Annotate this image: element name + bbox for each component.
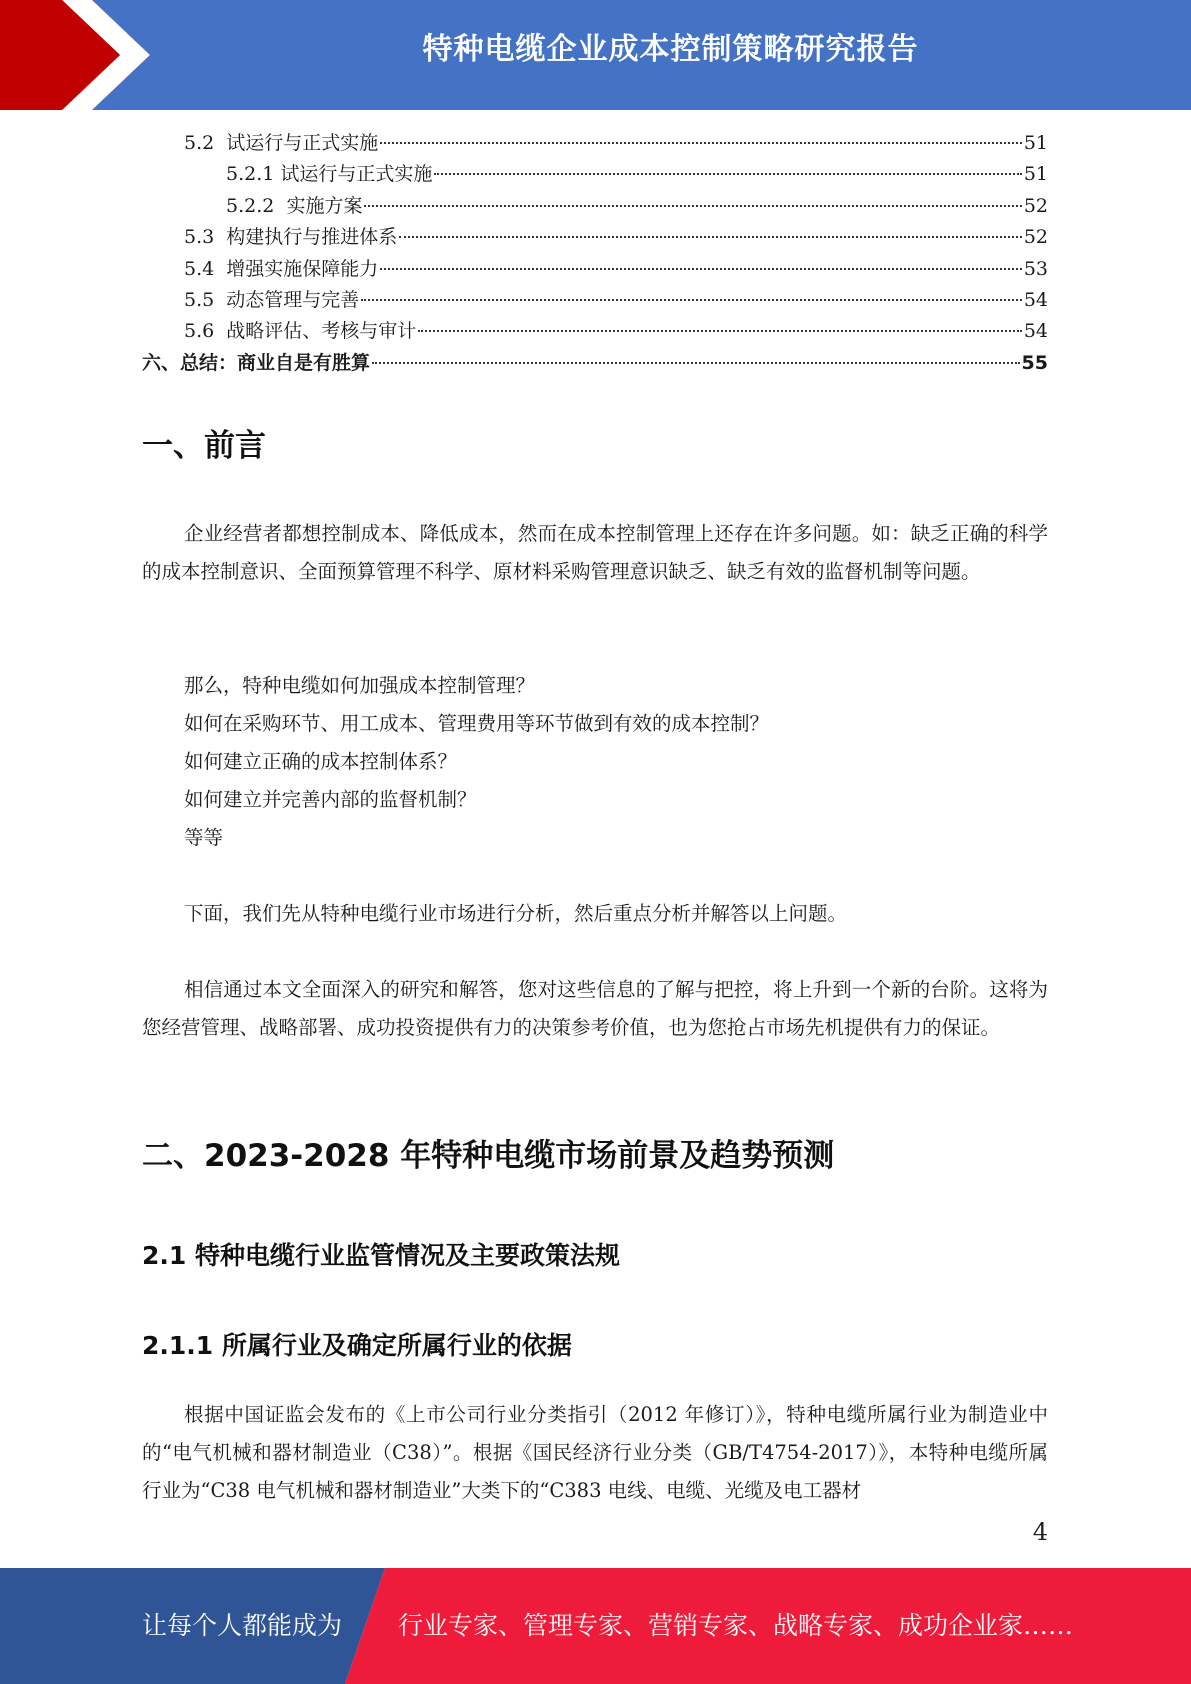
toc-entry-title: 增强实施保障能力	[226, 257, 379, 280]
industry-paragraph: 根据中国证监会发布的《上市公司行业分类指引（2012 年修订）》，特种电缆所属行业为制造业中的“电气机械和器材制造业（C38）”。根据《国民经济行业分类（GB/T4754-2017）》，本特种电缆所属行业为“C38 电气机械和器材制造业”大类下的“C383 电线、电缆、光缆及电工器材	[142, 1403, 1048, 1502]
question-item: 那么，特种电缆如何加强成本控制管理？	[184, 674, 536, 697]
toc-entry-number: 5.4	[184, 257, 227, 280]
toc-dot-leader	[364, 205, 1021, 207]
footer-slogan-left: 让每个人都能成为	[142, 1611, 343, 1640]
toc-entry-page: 54	[1023, 320, 1048, 343]
section-heading-market-outlook: 二、2023-2028 年特种电缆市场前景及趋势预测	[142, 1138, 835, 1174]
preface-paragraph-1: 企业经营者都想控制成本、降低成本，然而在成本控制管理上还存在许多问题。如：缺乏正确的科学的成本控制意识、全面预算管理不科学、原材料采购管理意识缺乏、缺乏有效的监督机制等问题。	[142, 522, 1048, 583]
page-footer	[0, 1568, 1191, 1684]
toc-entry-page: 51	[1023, 132, 1048, 154]
toc-entry-title: 实施方案	[286, 194, 363, 217]
toc-entry[interactable]	[142, 222, 1048, 253]
toc-entry-number: 5.2.1	[226, 163, 281, 186]
question-item: 如何在采购环节、用工成本、管理费用等环节做到有效的成本控制？	[184, 712, 770, 735]
toc-entry-page: 54	[1023, 288, 1048, 311]
toc-entry[interactable]	[142, 316, 1048, 347]
toc-entry-title: 试运行与正式实施	[280, 163, 433, 186]
toc-dot-leader	[372, 362, 1020, 364]
toc-entry-number: 5.5	[184, 288, 227, 311]
toc-dot-leader	[361, 299, 1022, 301]
preface-paragraph-2: 下面，我们先从特种电缆行业市场进行分析，然后重点分析并解答以上问题。	[184, 902, 848, 925]
toc-entry-title: 动态管理与完善	[226, 288, 360, 311]
toc-entry-number: 5.2.2	[226, 194, 287, 217]
table-of-contents	[142, 128, 1048, 379]
toc-entry-number: 5.3	[184, 226, 227, 249]
question-item: 等等	[184, 826, 224, 849]
subsection-heading-2-1: 2.1 特种电缆行业监管情况及主要政策法规	[142, 1241, 620, 1270]
toc-dot-leader	[380, 142, 1022, 144]
toc-entry-number: 5.6	[184, 320, 227, 343]
toc-entry-title: 试运行与正式实施	[226, 132, 379, 154]
toc-entry-page: 55	[1021, 351, 1048, 374]
preface-paragraph-3: 相信通过本文全面深入的研究和解答，您对这些信息的了解与把控，将上升到一个新的台阶。这将为您经营管理、战略部署、成功投资提供有力的决策参考价值，也为您抢占市场先机提供有力的保证。	[142, 978, 1048, 1039]
footer-slogan-right: 行业专家、管理专家、营销专家、战略专家、成功企业家……	[398, 1611, 1074, 1640]
toc-entry-number: 5.2	[184, 132, 227, 154]
toc-entry-page: 52	[1023, 226, 1048, 249]
toc-dot-leader	[380, 268, 1022, 270]
toc-entry[interactable]	[142, 254, 1048, 285]
toc-entry-page: 51	[1023, 163, 1048, 186]
toc-dot-leader	[399, 236, 1022, 238]
toc-entry-page: 53	[1023, 257, 1048, 280]
toc-dot-leader	[434, 173, 1021, 175]
toc-entry-title: 构建执行与推进体系	[226, 226, 398, 249]
subsection-heading-2-1-1: 2.1.1 所属行业及确定所属行业的依据	[142, 1331, 572, 1360]
question-list	[184, 667, 1044, 857]
section-heading-preface: 一、前言	[142, 428, 266, 464]
page-number: 4	[1032, 1518, 1048, 1546]
toc-entry[interactable]	[142, 348, 1048, 379]
toc-dot-leader	[418, 330, 1022, 332]
question-item: 如何建立正确的成本控制体系？	[184, 750, 458, 773]
toc-entry-title: 六、总结：商业自是有胜算	[142, 351, 371, 374]
red-chevron-decoration	[0, 0, 150, 110]
page-header	[0, 0, 1191, 110]
toc-entry[interactable]	[142, 159, 1048, 190]
toc-entry[interactable]	[142, 128, 1048, 159]
toc-entry[interactable]	[142, 285, 1048, 316]
toc-entry-page: 52	[1023, 194, 1048, 217]
toc-entry[interactable]	[142, 191, 1048, 222]
report-title: 特种电缆企业成本控制策略研究报告	[422, 32, 919, 67]
question-item: 如何建立并完善内部的监督机制？	[184, 788, 477, 811]
toc-entry-title: 战略评估、考核与审计	[226, 320, 417, 343]
